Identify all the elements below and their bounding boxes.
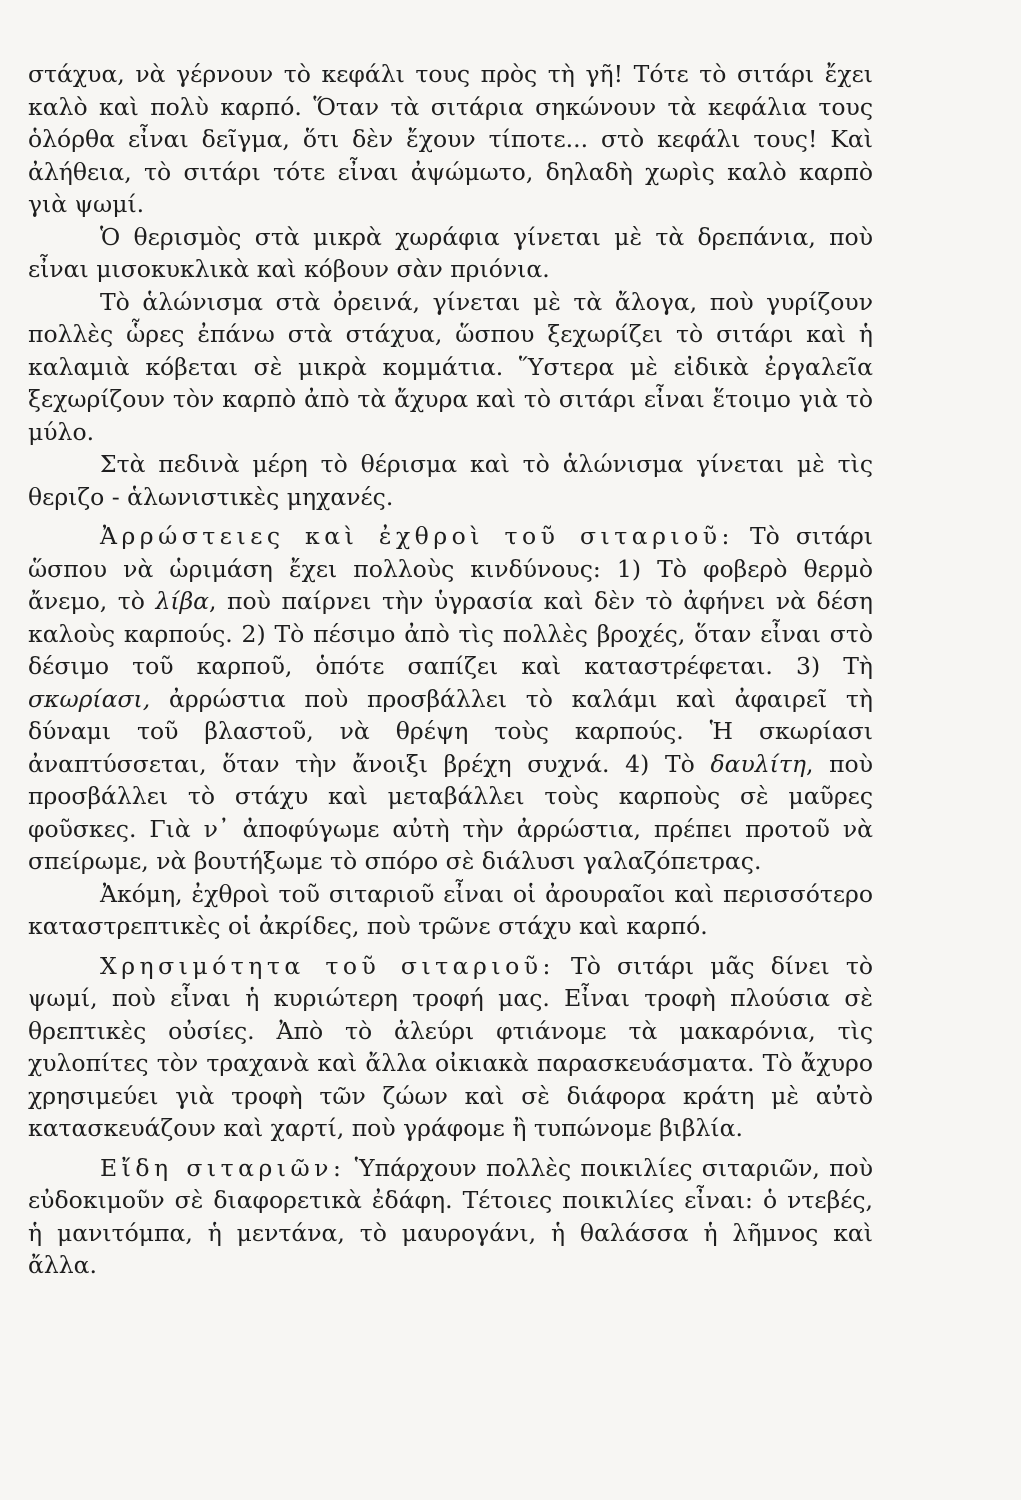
section-heading: Εἴδη σιταριῶν:: [100, 1153, 346, 1182]
italic-term: δαυλίτη: [710, 749, 806, 778]
paragraph: [28, 221, 873, 286]
section-heading: Ἀρρώστειες καὶ ἐχθροὶ τοῦ σιταριοῦ:: [100, 522, 734, 550]
italic-term: σκωρίασι,: [28, 684, 151, 713]
paragraph-text: Ὑπάρχουν πολλὲς ποικιλίες σιταριῶν, ποὺ εὐδοκιμοῦν σὲ διαφορετικὰ ἐδάφη. Τέτοιες ποικιλίες εἶναι: ὁ ντεβές, ἡ μανιτόμπα, ἡ μεντάνα, τὸ μαυρογάνι, ἡ θαλάσσα ἡ λῆμνος καὶ ἄλλα.: [28, 1153, 873, 1279]
paragraph: [28, 950, 873, 1145]
paragraph: [28, 58, 873, 221]
section-heading: Χρησιμότητα τοῦ σιταριοῦ:: [100, 951, 555, 980]
paragraph: [28, 878, 873, 943]
paragraph-text: Τὸ σιτάρι μᾶς δίνει τὸ ψωμί, ποὺ εἶναι ἡ κυριώτερη τροφή μας. Εἶναι τροφὴ πλούσια σὲ θρεπτικὲς οὐσίες. Ἀπὸ τὸ ἀλεύρι φτιάνομε τὰ μακαρόνια, τὶς χυλοπίτες τὸν τραχανὰ καὶ ἄλλα οἰκιακὰ παρασκευάσματα. Τὸ ἄχυρο χρησιμεύει γιὰ τροφὴ τῶν ζώων καὶ σὲ διάφορα κράτη μὲ αὐτὸ κατασκευάζουν καὶ χαρτί, ποὺ γράφομε ἢ τυπώνομε βιβλία.: [28, 951, 873, 1142]
paragraph: [28, 520, 873, 878]
italic-term: λίβα: [155, 587, 210, 615]
paragraph: [28, 286, 873, 449]
paragraph-text: Στὰ πεδινὰ μέρη τὸ θέρισμα καὶ τὸ ἁλώνισμα γίνεται μὲ τὶς θεριζο - ἁλωνιστικὲς μηχανές.: [28, 450, 873, 511]
paragraph-text: ἀρρώστια ποὺ προσβάλλει τὸ καλάμι καὶ ἀφαιρεῖ τὴ δύναμι τοῦ βλαστοῦ, νὰ θρέψη τοὺς καρπούς. Ἡ σκωρίασι ἀναπτύσσεται, ὅταν τὴν ἄνοιξι βρέχη συχνά. 4) Τὸ: [28, 684, 873, 778]
paragraph-text: Τὸ σιτάρι ὥσπου νὰ ὡριμάση ἔχει πολλοὺς κινδύνους: 1) Τὸ φοβερὸ θερμὸ ἄνεμο, τὸ: [28, 522, 873, 615]
body-text: [28, 58, 873, 1282]
paragraph: [28, 448, 873, 513]
paragraph-text: Ὁ θερισμὸς στὰ μικρὰ χωράφια γίνεται μὲ τὰ δρεπάνια, ποὺ εἶναι μισοκυκλικὰ καὶ κόβουν σὰν πριόνια.: [28, 222, 873, 283]
paragraph: [28, 1152, 873, 1282]
paragraph-text: , ποὺ παίρνει τὴν ὑγρασία καὶ δὲν τὸ ἀφήνει νὰ δέση καλοὺς καρπούς. 2) Τὸ πέσιμο ἀπὸ τὶς πολλὲς βροχές, ὅταν εἶναι στὸ δέσιμο τοῦ καρποῦ, ὁπότε σαπίζει καὶ καταστρέφεται. 3) Τὴ: [28, 587, 874, 680]
paragraph-text: στάχυα, νὰ γέρνουν τὸ κεφάλι τους πρὸς τὴ γῆ! Τότε τὸ σιτάρι ἔχει καλὸ καὶ πολὺ καρπό. Ὅταν τὰ σιτάρια σηκώνουν τὰ κεφάλια τους ὁλόρθα εἶναι δεῖγμα, ὅτι δὲν ἔχουν τίποτε... στὸ κεφάλι τους! Καὶ ἀλήθεια, τὸ σιτάρι τότε εἶναι ἀψώμωτο, δηλαδὴ χωρὶς καλὸ καρπὸ γιὰ ψωμί.: [28, 60, 873, 218]
paragraph-text: , ποὺ προσβάλλει τὸ στάχυ καὶ μεταβάλλει τοὺς καρποὺς σὲ μαῦρες φοῦσκες. Γιὰ ν᾽ ἀποφύγωμε αὐτὴ τὴν ἀρρώστια, πρέπει προτοῦ νὰ σπείρωμε, νὰ βουτήξωμε τὸ σπόρο σὲ διάλυσι γαλαζόπετρας.: [28, 749, 873, 875]
paragraph-text: Ἀκόμη, ἐχθροὶ τοῦ σιταριοῦ εἶναι οἱ ἀρουραῖοι καὶ περισσότερο καταστρεπτικὲς οἱ ἀκρίδες, ποὺ τρῶνε στάχυ καὶ καρπό.: [28, 879, 873, 940]
paragraph-text: Τὸ ἁλώνισμα στὰ ὀρεινά, γίνεται μὲ τὰ ἄλογα, ποὺ γυρίζουν πολλὲς ὧρες ἐπάνω στὰ στάχυα, ὥσπου ξεχωρίζει τὸ σιτάρι καὶ ἡ καλαμιὰ κόβεται σὲ μικρὰ κομμάτια. Ὕστερα μὲ εἰδικὰ ἐργαλεῖα ξεχωρίζουν τὸν καρπὸ ἀπὸ τὰ ἄχυρα καὶ τὸ σιτάρι εἶναι ἕτοιμο γιὰ τὸ μύλο.: [28, 287, 873, 446]
